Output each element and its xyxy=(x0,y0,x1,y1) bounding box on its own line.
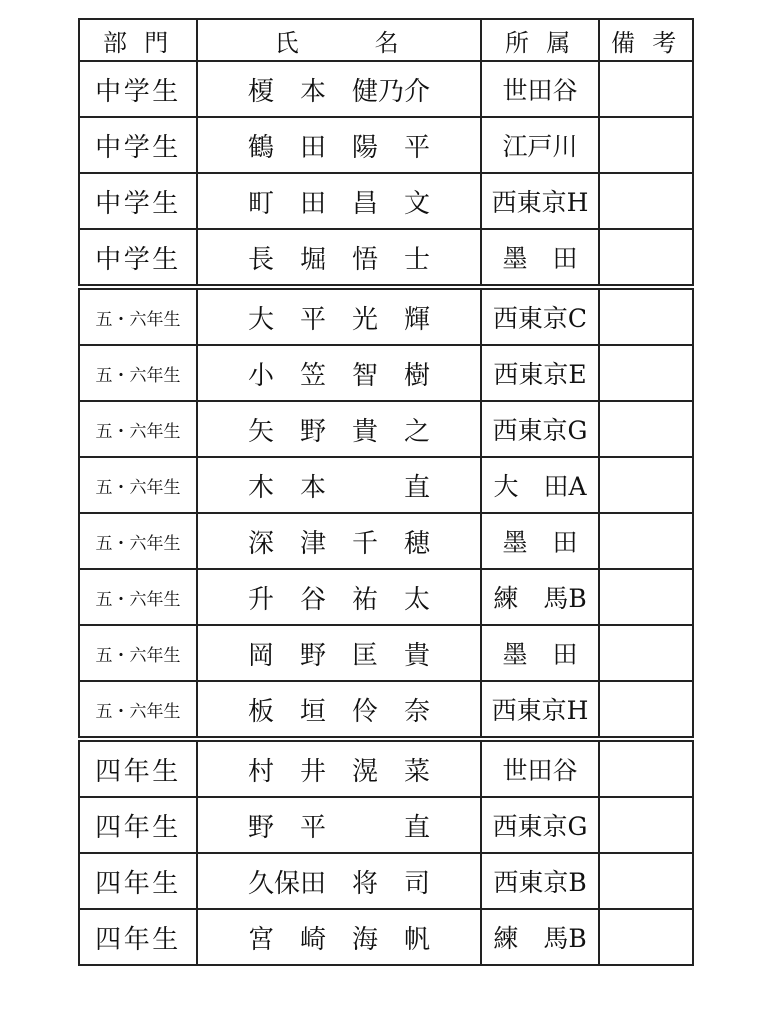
dept-cell: 四年生 xyxy=(79,797,197,853)
dept-cell: 五・六年生 xyxy=(79,345,197,401)
header-row xyxy=(79,19,693,61)
dept-cell: 五・六年生 xyxy=(79,625,197,681)
note-cell xyxy=(599,681,693,739)
dept-cell: 中学生 xyxy=(79,229,197,287)
affiliation-cell: 世田谷 xyxy=(481,61,599,117)
note-cell xyxy=(599,117,693,173)
table-row xyxy=(79,287,693,345)
note-cell xyxy=(599,229,693,287)
note-cell xyxy=(599,513,693,569)
roster-table xyxy=(78,18,694,966)
table-row xyxy=(79,117,693,173)
header-note: 備 考 xyxy=(599,19,693,61)
affiliation-cell: 墨 田 xyxy=(481,229,599,287)
affiliation-cell: 江戸川 xyxy=(481,117,599,173)
note-cell xyxy=(599,797,693,853)
header-name-b: 名 xyxy=(374,28,404,57)
note-cell xyxy=(599,909,693,965)
dept-cell: 五・六年生 xyxy=(79,569,197,625)
name-cell: 町 田 昌 文 xyxy=(197,173,481,229)
table-row xyxy=(79,739,693,797)
name-cell: 矢 野 貴 之 xyxy=(197,401,481,457)
table-row xyxy=(79,61,693,117)
affiliation-cell: 西東京B xyxy=(481,853,599,909)
table-row xyxy=(79,681,693,739)
affiliation-cell: 大 田A xyxy=(481,457,599,513)
name-cell: 長 堀 悟 士 xyxy=(197,229,481,287)
dept-cell: 五・六年生 xyxy=(79,513,197,569)
table-row xyxy=(79,853,693,909)
name-cell: 宮 崎 海 帆 xyxy=(197,909,481,965)
note-cell xyxy=(599,173,693,229)
affiliation-cell: 西東京E xyxy=(481,345,599,401)
table-row xyxy=(79,797,693,853)
affiliation-cell: 西東京C xyxy=(481,287,599,345)
dept-cell: 中学生 xyxy=(79,117,197,173)
note-cell xyxy=(599,457,693,513)
name-cell: 野 平 直 xyxy=(197,797,481,853)
dept-cell: 中学生 xyxy=(79,61,197,117)
name-cell: 木 本 直 xyxy=(197,457,481,513)
note-cell xyxy=(599,345,693,401)
roster-body xyxy=(79,61,693,965)
affiliation-cell: 西東京G xyxy=(481,401,599,457)
affiliation-cell: 墨 田 xyxy=(481,625,599,681)
table-row xyxy=(79,345,693,401)
name-cell: 鶴 田 陽 平 xyxy=(197,117,481,173)
affiliation-cell: 西東京H xyxy=(481,173,599,229)
header-name-a: 氏 xyxy=(274,28,304,57)
note-cell xyxy=(599,61,693,117)
table-row xyxy=(79,569,693,625)
table-row xyxy=(79,513,693,569)
affiliation-cell: 練 馬B xyxy=(481,909,599,965)
note-cell xyxy=(599,739,693,797)
dept-cell: 五・六年生 xyxy=(79,457,197,513)
dept-cell: 五・六年生 xyxy=(79,401,197,457)
note-cell xyxy=(599,853,693,909)
table-row xyxy=(79,457,693,513)
affiliation-cell: 世田谷 xyxy=(481,739,599,797)
table-row xyxy=(79,401,693,457)
affiliation-cell: 西東京H xyxy=(481,681,599,739)
name-cell: 岡 野 匡 貴 xyxy=(197,625,481,681)
note-cell xyxy=(599,569,693,625)
name-cell: 榎 本 健乃介 xyxy=(197,61,481,117)
dept-cell: 四年生 xyxy=(79,853,197,909)
table-row xyxy=(79,229,693,287)
name-cell: 深 津 千 穂 xyxy=(197,513,481,569)
name-cell: 大 平 光 輝 xyxy=(197,287,481,345)
dept-cell: 中学生 xyxy=(79,173,197,229)
table-row xyxy=(79,909,693,965)
affiliation-cell: 西東京G xyxy=(481,797,599,853)
dept-cell: 四年生 xyxy=(79,739,197,797)
affiliation-cell: 練 馬B xyxy=(481,569,599,625)
note-cell xyxy=(599,287,693,345)
note-cell xyxy=(599,401,693,457)
dept-cell: 四年生 xyxy=(79,909,197,965)
affiliation-cell: 墨 田 xyxy=(481,513,599,569)
header-dept: 部 門 xyxy=(79,19,197,61)
name-cell: 村 井 滉 菜 xyxy=(197,739,481,797)
table-row xyxy=(79,625,693,681)
header-affiliation: 所 属 xyxy=(481,19,599,61)
header-name xyxy=(197,19,481,61)
roster-sheet xyxy=(78,18,692,981)
name-cell: 久保田 将 司 xyxy=(197,853,481,909)
table-row xyxy=(79,173,693,229)
name-cell: 升 谷 祐 太 xyxy=(197,569,481,625)
note-cell xyxy=(599,625,693,681)
dept-cell: 五・六年生 xyxy=(79,287,197,345)
dept-cell: 五・六年生 xyxy=(79,681,197,739)
name-cell: 板 垣 伶 奈 xyxy=(197,681,481,739)
name-cell: 小 笠 智 樹 xyxy=(197,345,481,401)
